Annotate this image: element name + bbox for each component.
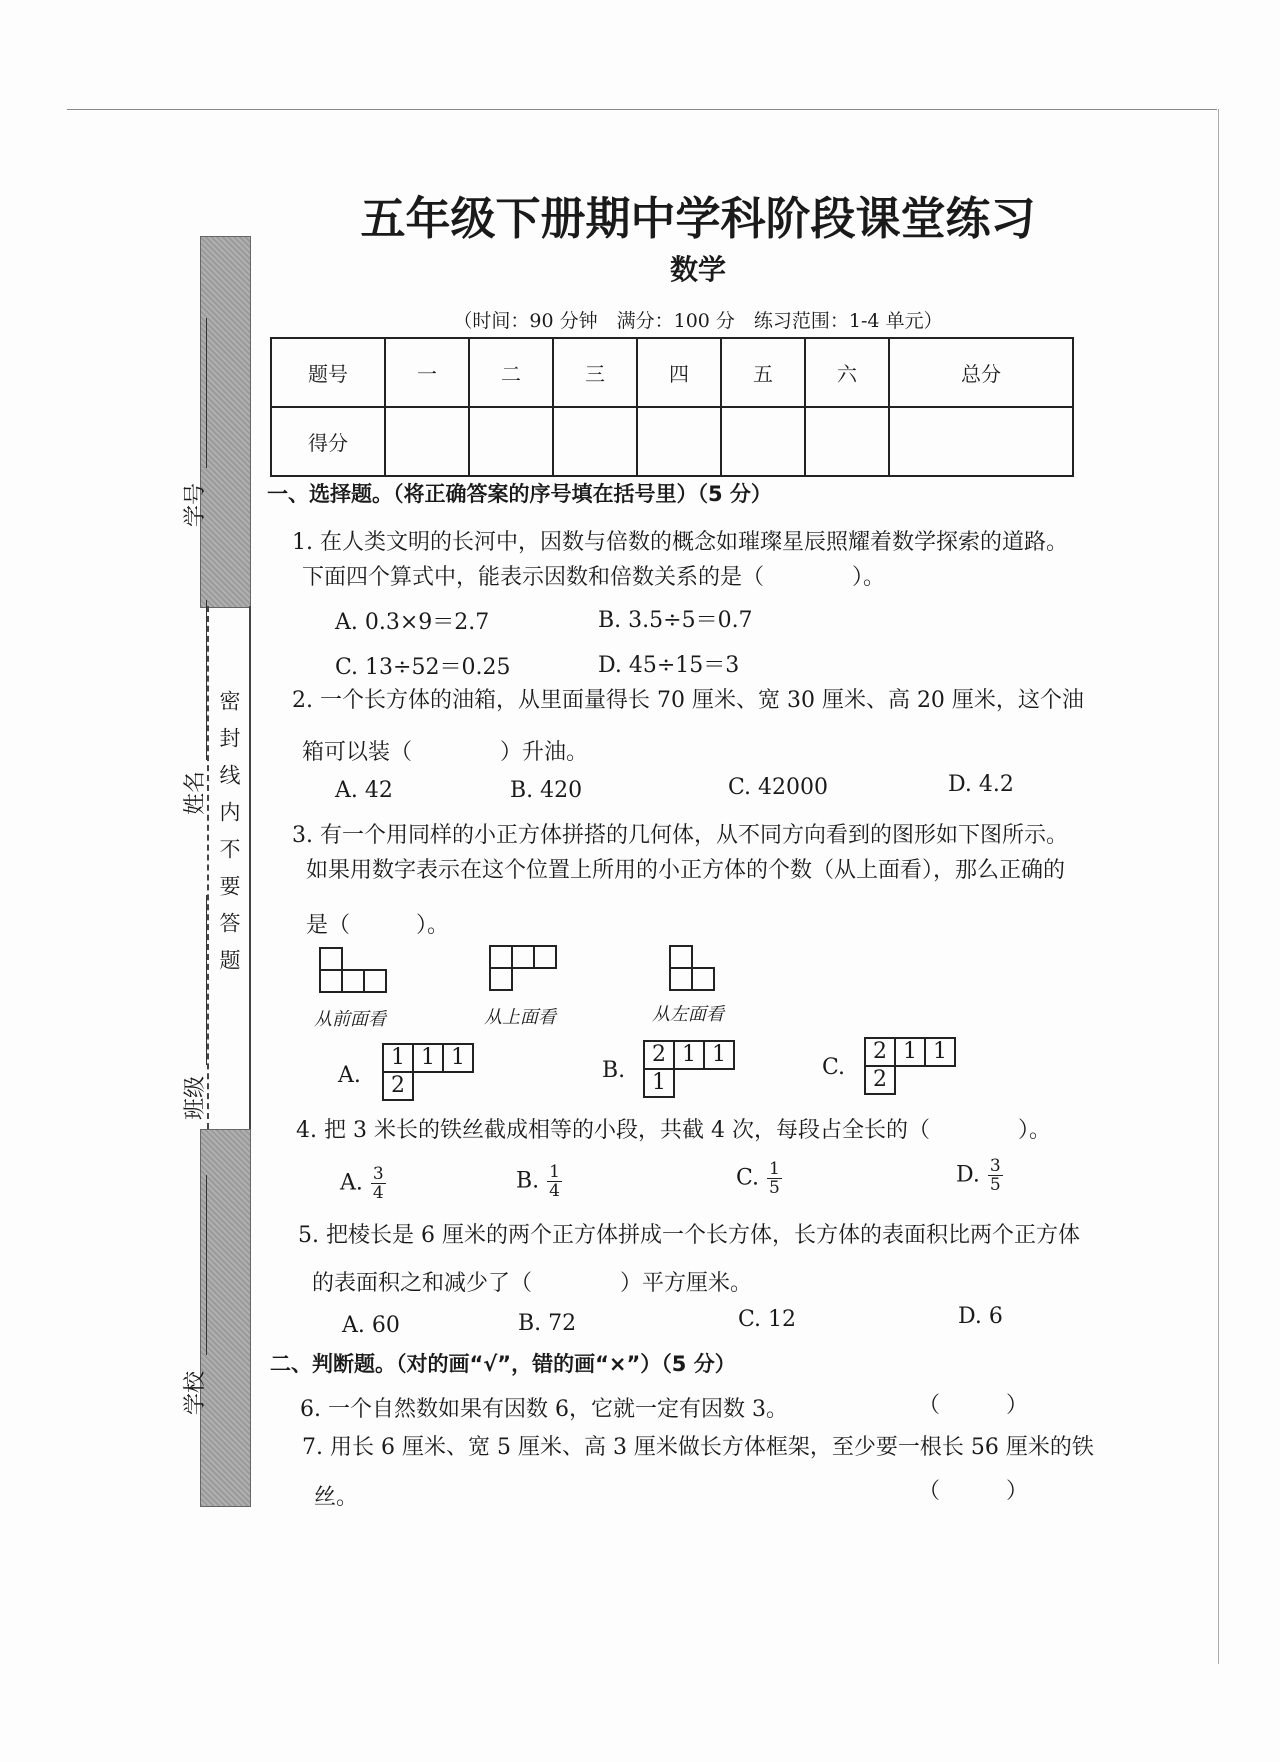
q3-text: 是（ ）。 [306,913,450,938]
table-cell: 六 [805,338,889,407]
q3-option-a-grid [382,1043,474,1101]
grid-cell: 2 [383,1072,413,1100]
grid-cell: 1 [925,1038,955,1066]
q5-option-c: C. 12 [738,1307,797,1332]
student-id-field[interactable] [206,318,207,468]
q1-text: 1. 在人类文明的长河中，因数与倍数的概念如璀璨星辰照耀着数学探索的道路。 [292,530,1068,555]
q5-text: 5. 把棱长是 6 厘米的两个正方体拼成一个长方体，长方体的表面积比两个正方体 [298,1223,1080,1248]
q2-option-b: B. 420 [510,778,583,803]
top-view-figure [490,946,556,990]
denominator: 4 [372,1183,384,1203]
binding-strip-bottom [200,1129,251,1507]
grid-cell: 2 [644,1041,674,1069]
grid-cell: 2 [865,1038,895,1066]
table-cell: 二 [469,338,553,407]
q6-answer-blank[interactable]: （ ） [918,1393,1029,1418]
q1-option-d: D. 45÷15＝3 [598,653,740,678]
q3-option-a-label: A. [338,1063,361,1088]
caption-left-view: 从左面看 [652,1004,724,1025]
q4-option-c [736,1160,782,1197]
three-view-figures [318,944,758,1004]
q2-text: 2. 一个长方体的油箱，从里面量得长 70 厘米、宽 30 厘米、高 20 厘米，这个油 [292,688,1084,713]
q5-option-b: B. 72 [518,1311,577,1336]
label-school: 学校 [183,1370,208,1415]
section2-heading: 二、判断题。（对的画“√”，错的画“×”）（5 分） [270,1352,736,1376]
section1-heading: 一、选择题。（将正确答案的序号填在括号里）（5 分） [267,482,772,506]
class-field[interactable] [206,895,207,1065]
score-input[interactable] [385,407,469,476]
score-input[interactable] [889,407,1073,476]
table-cell: 一 [385,338,469,407]
left-view-figure [670,946,714,990]
table-cell: 三 [553,338,637,407]
page-title: 五年级下册期中学科阶段课堂练习 [360,192,1036,245]
fraction [988,1157,1003,1194]
grid-cell: 1 [383,1044,413,1072]
q3-option-c-label: C. [822,1055,846,1080]
score-input[interactable] [805,407,889,476]
table-cell: 得分 [271,407,385,476]
q4-text: 4. 把 3 米长的铁丝截成相等的小段，共截 4 次，每段占全长的（ ）。 [296,1118,1051,1143]
q1-text: 下面四个算式中，能表示因数和倍数关系的是（ ）。 [302,565,886,590]
q7-text: 丝。 [314,1485,359,1510]
top-divider [67,109,1217,110]
table-cell: 题号 [271,338,385,407]
exam-meta: （时间：90 分钟 满分：100 分 练习范围：1-4 单元） [453,310,943,332]
grid-cell: 2 [865,1066,895,1094]
q3-text: 3. 有一个用同样的小正方体拼搭的几何体，从不同方向看到的图形如下图所示。 [292,823,1068,848]
denominator: 4 [549,1181,560,1201]
q1-option-c: C. 13÷52＝0.25 [335,655,511,680]
grid-cell: 1 [704,1041,734,1069]
table-cell: 总分 [889,338,1073,407]
table-cell: 四 [637,338,721,407]
denominator: 5 [989,1175,1001,1195]
q2-option-a: A. 42 [335,778,393,803]
grid-cell: 1 [413,1044,443,1072]
q5-text: 的表面积之和减少了（ ）平方厘米。 [312,1271,753,1296]
label-class: 班级 [183,1075,208,1120]
q3-text: 如果用数字表示在这个位置上所用的小正方体的个数（从上面看），那么正确的 [306,858,1066,883]
q3-option-b-grid [643,1040,735,1098]
subject-title: 数学 [669,253,726,286]
denominator: 5 [769,1178,780,1198]
front-view-figure [320,948,386,992]
numerator: 1 [549,1162,560,1182]
caption-front-view: 从前面看 [314,1009,386,1030]
name-field[interactable] [206,600,207,760]
q1-option-a: A. 0.3×9＝2.7 [335,610,490,635]
q2-text: 箱可以装（ ）升油。 [302,740,589,765]
option-label: B. [516,1168,540,1194]
score-input[interactable] [553,407,637,476]
q7-answer-blank[interactable]: （ ） [918,1479,1029,1504]
grid-cell: 1 [895,1038,925,1066]
score-input[interactable] [721,407,805,476]
q4-option-a [340,1165,386,1202]
score-input[interactable] [469,407,553,476]
q5-option-a: A. 60 [342,1313,400,1338]
q6-text: 6. 一个自然数如果有因数 6，它就一定有因数 3。 [300,1397,788,1422]
fraction [767,1160,782,1197]
option-label: D. [956,1162,980,1188]
option-label: C. [736,1165,760,1191]
table-cell: 五 [721,338,805,407]
binding-strip-top [200,236,251,608]
numerator: 3 [989,1156,1001,1176]
caption-top-view: 从上面看 [484,1007,556,1028]
grid-cell: 1 [644,1069,674,1097]
grid-cell: 1 [674,1041,704,1069]
q2-option-d: D. 4.2 [948,772,1014,797]
q2-option-c: C. 42000 [728,775,829,800]
grid-cell: 1 [443,1044,473,1072]
q3-option-c-grid [864,1037,956,1095]
right-border [1218,109,1219,1664]
score-input[interactable] [637,407,721,476]
q1-option-b: B. 3.5÷5＝0.7 [598,608,753,633]
numerator: 3 [372,1164,384,1184]
label-name: 姓名 [183,770,208,815]
q5-option-d: D. 6 [958,1304,1003,1329]
q4-option-d [956,1157,1003,1194]
score-table [270,337,1074,477]
table-row [271,338,1073,407]
option-label: A. [340,1170,363,1196]
q3-option-b-label: B. [602,1058,626,1083]
table-row [271,407,1073,476]
fraction [547,1163,562,1200]
seal-text: 密封线内不要答题 [217,690,241,986]
q4-option-b [516,1163,562,1200]
label-student-id: 学号 [183,482,208,527]
numerator: 1 [769,1159,780,1179]
q7-text: 7. 用长 6 厘米、宽 5 厘米、高 3 厘米做长方体框架，至少要一根长 56 厘米的铁 [302,1435,1094,1460]
school-field[interactable] [206,1175,207,1355]
fraction [371,1165,386,1202]
